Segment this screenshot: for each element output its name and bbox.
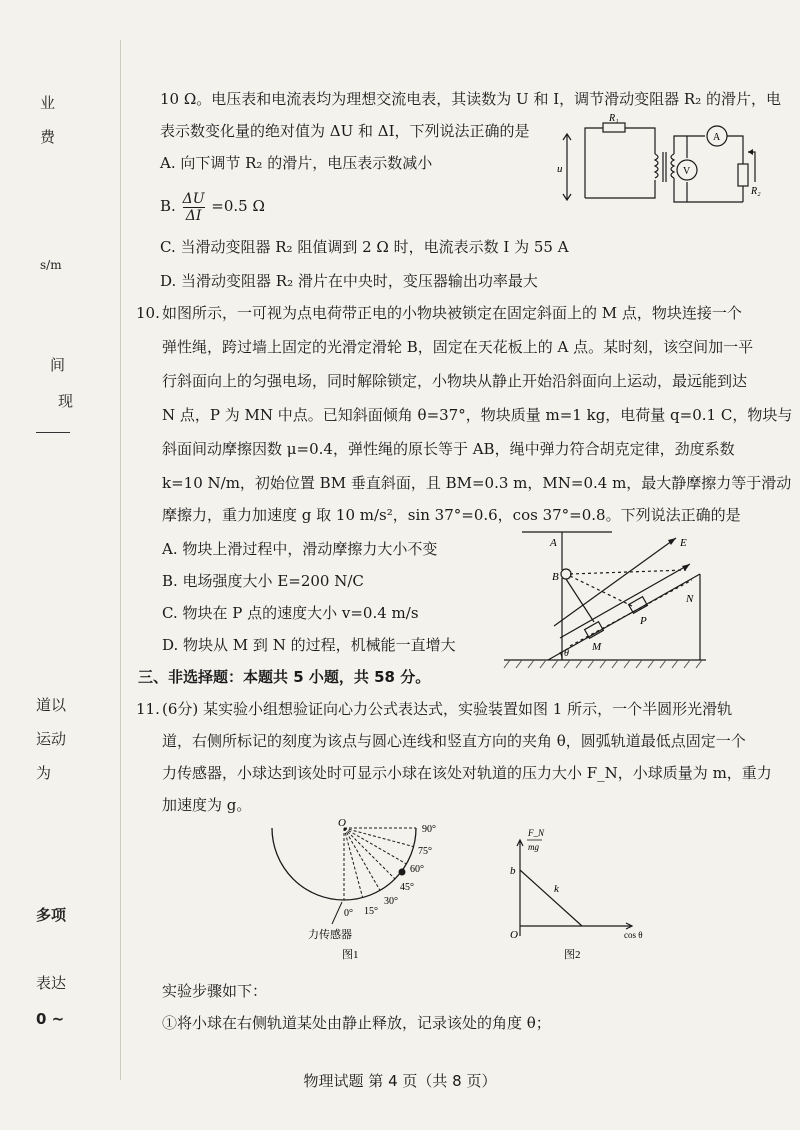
- figure-1-semicircle-track: [268, 816, 468, 964]
- transformer-secondary-coil: [671, 154, 674, 178]
- label-b: B: [552, 571, 559, 583]
- y-label-denominator: mg: [528, 842, 539, 852]
- x-label: cos θ: [624, 930, 643, 940]
- q10-line-3: 行斜面向上的匀强电场，同时解除锁定，小物块从静止开始沿斜面向上运动，最远能到达: [162, 372, 748, 390]
- margin-fragment: 运动: [36, 730, 67, 748]
- margin-fragment: 间: [50, 356, 66, 374]
- q11-step-1: ①将小球在右侧轨道某处由静止释放，记录该处的角度 θ；: [162, 1014, 551, 1032]
- q11-steps-title: 实验步骤如下：: [162, 982, 268, 1000]
- q10-line-2: 弹性绳，跨过墙上固定的光滑定滑轮 B，固定在天花板上的 A 点。某时刻，该空间加一平: [162, 338, 754, 356]
- q10-option-a: A. 物块上滑过程中，滑动摩擦力大小不变: [162, 540, 438, 558]
- q10-line-7: 摩擦力，重力加速度 g 取 10 m/s²，sin 37°=0.6，cos 37°=0.8。下列说法正确的是: [162, 506, 741, 524]
- label-b: b: [510, 865, 516, 877]
- label-theta: θ: [564, 648, 569, 659]
- q11-line-2: 道，右侧所标记的刻度为该点与圆心连线和竖直方向的夹角 θ，圆弧轨道最低点固定一个: [162, 732, 746, 750]
- margin-fragment: 费: [40, 128, 56, 146]
- q9-option-a: A. 向下调节 R₂ 的滑片，电压表示数减小: [160, 154, 433, 172]
- margin-fragment: 为: [36, 764, 52, 782]
- angle-30: 30°: [384, 896, 398, 907]
- q10-option-b: B. 电场强度大小 E=200 N/C: [162, 572, 364, 590]
- q9-option-b-prefix: B.: [160, 197, 176, 215]
- q10-number: 10.: [136, 304, 160, 322]
- label-a: A: [550, 537, 557, 549]
- label-ammeter: A: [713, 132, 721, 143]
- transformer-primary-coil: [655, 154, 658, 178]
- q10-line-4: N 点，P 为 MN 中点。已知斜面倾角 θ=37°，物块质量 m=1 kg，电荷量 q=0.1 C，物块与: [162, 406, 793, 424]
- q9-line-2: 表示数变化量的绝对值为 ΔU 和 ΔI，下列说法正确的是: [160, 122, 530, 140]
- figure-2-graph: [498, 818, 658, 964]
- q10-line-1: 如图所示，一可视为点电荷带正电的小物块被锁定在固定斜面上的 M 点，物块连接一个: [162, 304, 742, 322]
- angle-45: 45°: [400, 882, 414, 893]
- margin-fragment: 表达: [36, 974, 67, 992]
- page-footer: 物理试题 第 4 页（共 8 页）: [303, 1072, 497, 1090]
- label-n: N: [686, 593, 694, 605]
- angle-0: 0°: [344, 908, 353, 919]
- q9-option-c: C. 当滑动变阻器 R₂ 阻值调到 2 Ω 时，电流表示数 I 为 55 A: [160, 238, 569, 256]
- label-voltmeter: V: [683, 166, 691, 177]
- margin-divider: [36, 432, 70, 433]
- label-k: k: [554, 883, 559, 895]
- q10-line-5: 斜面间动摩擦因数 μ=0.4，弹性绳的原长等于 AB，绳中弹力符合胡克定律，劲度系数: [162, 440, 735, 458]
- graph-line: [520, 870, 582, 926]
- label-u: u: [557, 163, 563, 175]
- q9-option-b: [160, 186, 265, 226]
- q9-line-1: 10 Ω。电压表和电流表均为理想交流电表，其读数为 U 和 I，调节滑动变阻器 R₂ 的滑片，电: [160, 90, 782, 108]
- q9-option-b-fraction: [183, 191, 205, 224]
- label-o: O: [338, 817, 346, 829]
- q11-line-1: (6分) 某实验小组想验证向心力公式表达式，实验装置如图 1 所示，一个半圆形光滑轨: [162, 700, 733, 718]
- transformer-circuit-diagram: [555, 112, 780, 212]
- q10-option-d: D. 物块从 M 到 N 的过程，机械能一直增大: [162, 636, 456, 654]
- label-r2: R₂: [751, 186, 761, 197]
- pulley-b: [561, 569, 571, 579]
- label-e: E: [680, 537, 687, 549]
- label-origin: O: [510, 929, 518, 941]
- ball: [399, 869, 406, 876]
- margin-fragment: s/m: [40, 258, 62, 272]
- q11-line-3: 力传感器，小球达到该处时可显示小球在该处对轨道的压力大小 F_N，小球质量为 m，重力: [162, 764, 772, 782]
- margin-line: [120, 40, 121, 1080]
- angle-75: 75°: [418, 846, 432, 857]
- incline-diagram: [500, 526, 740, 674]
- angle-15: 15°: [364, 906, 378, 917]
- resistor-r1: [603, 123, 625, 132]
- angle-60: 60°: [410, 864, 424, 875]
- resistor-r2: [738, 164, 748, 186]
- margin-fragment: 多项: [36, 906, 67, 924]
- q9-option-d: D. 当滑动变阻器 R₂ 滑片在中央时，变压器输出功率最大: [160, 272, 538, 290]
- section-3-heading: 三、非选择题：本题共 5 小题，共 58 分。: [138, 668, 431, 686]
- figure-2-caption: 图2: [564, 949, 581, 961]
- y-label-numerator: F_N: [528, 828, 545, 838]
- label-force-sensor: 力传感器: [308, 929, 352, 941]
- margin-fragment: 业: [40, 94, 56, 112]
- label-p: P: [640, 615, 647, 627]
- angle-90: 90°: [422, 824, 436, 835]
- fraction-numerator: ΔU: [182, 190, 205, 207]
- figure-1-caption: 图1: [342, 949, 359, 961]
- q10-line-6: k=10 N/m，初始位置 BM 垂直斜面，且 BM=0.3 m，MN=0.4 m，最大静摩擦力等于滑动: [162, 474, 792, 492]
- q11-number: 11.: [136, 700, 160, 718]
- margin-fragment: 现: [58, 392, 74, 410]
- q11-line-4: 加速度为 g。: [162, 796, 252, 814]
- label-m: M: [592, 641, 602, 653]
- margin-fragment: 道以: [36, 696, 67, 714]
- q9-option-b-suffix: =0.5 Ω: [211, 197, 265, 215]
- margin-fragment: 0 ~: [36, 1010, 65, 1028]
- label-r1: R₁: [609, 113, 619, 124]
- q10-option-c: C. 物块在 P 点的速度大小 v=0.4 m/s: [162, 604, 419, 622]
- fraction-denominator: ΔI: [185, 207, 202, 224]
